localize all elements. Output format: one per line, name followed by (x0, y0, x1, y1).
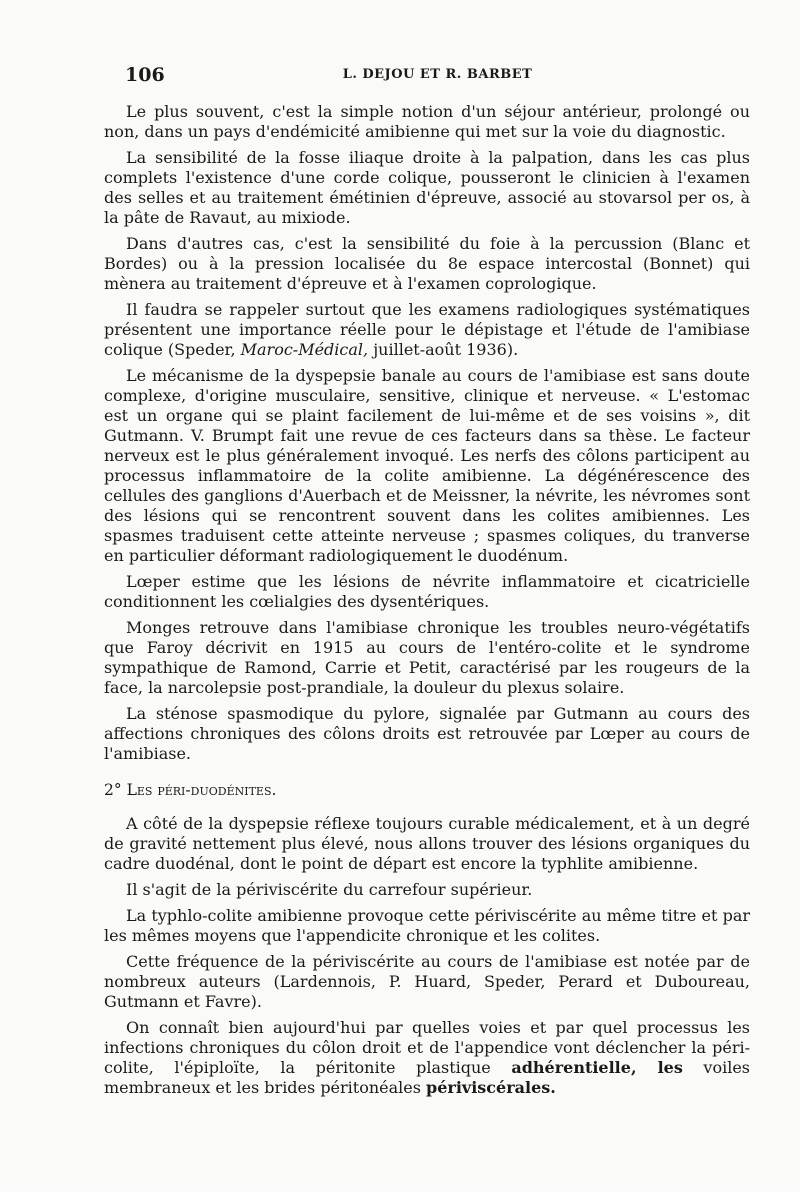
paragraph-7: Monges retrouve dans l'amibiase chronique les troubles neuro-végétatifs que Faroy décrivit en 1915 au cours de l'entéro-colite et le syndrome sympathique de Ramond, Carrie et Petit, caractérisé par les rougeurs de la face, la narcolepsie post-prandiale, la douleur du plexus solaire. (104, 618, 750, 697)
paragraph-4-text-end: juillet-août 1936). (368, 340, 519, 359)
paragraph-2: La sensibilité de la fosse iliaque droite à la palpation, dans les cas plus complets l'existence d'une corde colique, pousseront le clinicien à l'examen des selles et au traitement émétinien d'épreuve, associé au stovarsol per os, à la pâte de Ravaut, au mixiode. (104, 148, 750, 227)
paragraph-3: Dans d'autres cas, c'est la sensibilité du foie à la percussion (Blanc et Bordes) ou à la pression localisée du 8e espace intercostal (Bonnet) qui mènera au traitement d'épreuve et à l'examen coprologique. (104, 234, 750, 293)
paragraph-10: Il s'agit de la périviscérite du carrefour supérieur. (126, 880, 533, 899)
paragraph-9: A côté de la dyspepsie réflexe toujours curable médicalement, et à un degré de gravité nettement plus élevé, nous allons trouver des lésions organiques du cadre duodénal, dont le point de départ est encore la typhlite amibienne. (104, 814, 750, 873)
body-text (104, 102, 750, 1104)
paragraph-6: Lœper estime que les lésions de névrite inflammatoire et cicatricielle conditionnent les cœlialgies des dysentériques. (104, 572, 750, 611)
page-header (125, 64, 750, 88)
paragraph-13-text-start: On connaît bien aujourd'hui par quelles voies et par quel processus les infections chroniques du côlon droit et de l'appendice vont déclencher la péri-colite, l'épiploïte, la péritonite plastique (104, 1018, 750, 1077)
paragraph-13-bold-2: périviscérales. (426, 1078, 556, 1097)
paragraph-8: La sténose spasmodique du pylore, signalée par Gutmann au cours des affections chroniques des côlons droits est retrouvée par Lœper au cours de l'amibiase. (104, 704, 750, 763)
paragraph-5: Le mécanisme de la dyspepsie banale au cours de l'amibiase est sans doute complexe, d'origine musculaire, sensitive, clinique et nerveuse. « L'estomac est un organe qui se plaint facilement de lui-même et de ses voisins », dit Gutmann. V. Brumpt fait une revue de ces facteurs dans sa thèse. Le facteur nerveux est le plus généralement invoqué. Les nerfs des côlons participent au processus inflammatoire de la colite amibienne. La dégénérescence des cellules des ganglions d'Auerbach et de Meissner, la névrite, les névromes sont des lésions qui se rencontrent souvent dans les colites amibiennes. Les spasmes traduisent cette atteinte nerveuse ; spasmes coliques, du tranverse en particulier déformant radiologiquement le duodénum. (104, 366, 750, 565)
paragraph-12: Cette fréquence de la périviscérite au cours de l'amibiase est notée par de nombreux auteurs (Lardennois, P. Huard, Speder, Perard et Duboureau, Gutmann et Favre). (104, 952, 750, 1011)
paragraph-4 (104, 300, 750, 360)
section-heading (104, 780, 750, 800)
page-number: 106 (125, 64, 165, 86)
section-title: Les péri-duodénites. (126, 781, 277, 799)
running-head: L. DEJOU ET R. BARBET (342, 67, 533, 82)
paragraph-13 (104, 1018, 750, 1098)
section-number: 2° (104, 781, 122, 799)
paragraph-13-bold-1: adhérentielle, les (511, 1058, 683, 1077)
paragraph-1: Le plus souvent, c'est la simple notion d'un séjour antérieur, prolongé ou non, dans un pays d'endémicité amibienne qui met sur la voie du diagnostic. (104, 102, 750, 141)
paragraph-4-text-start: Il faudra se rappeler surtout que les examens radiologiques systématiques présentent une importance réelle pour le dépistage et l'étude de l'amibiase colique (Speder, (104, 300, 750, 359)
paragraph-13-text-middle: voiles membraneux et les brides péritonéales (104, 1058, 751, 1097)
journal-title: Maroc-Médical, (240, 340, 369, 359)
paragraph-11: La typhlo-colite amibienne provoque cette périviscérite au même titre et par les mêmes moyens que l'appendicite chronique et les colites. (104, 906, 750, 945)
